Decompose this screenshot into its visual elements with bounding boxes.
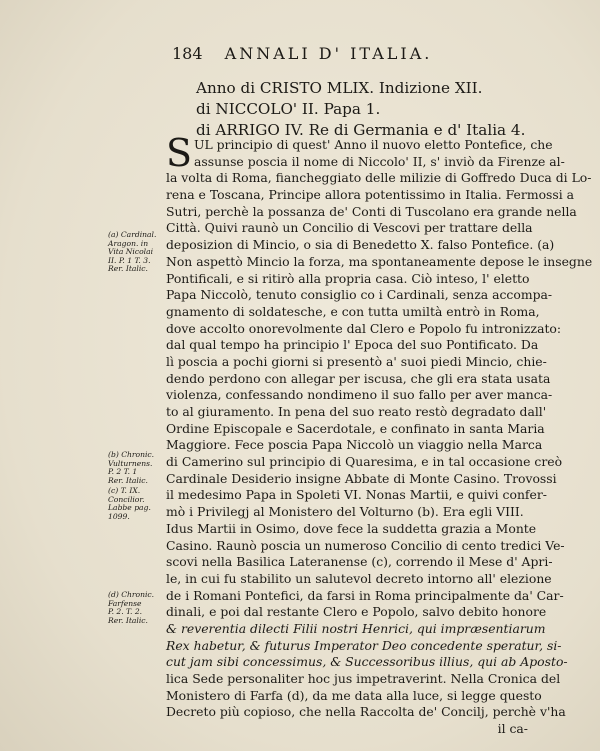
year-heading [196, 78, 526, 141]
note-line: Rer. Italic. [108, 475, 148, 485]
note-line: P. 2 T. 1 [108, 467, 138, 477]
text-line: UL principio di quest' Anno il nuovo eletto Pontefice, che [194, 137, 553, 152]
note-line: Vulturnens. [108, 458, 153, 468]
text-line: Sutri, perchè la possanza de' Conti di Tuscolano era grande nella [166, 203, 577, 219]
margin-note-c [108, 487, 168, 521]
note-line: Vita Nicolai [108, 247, 154, 257]
text-line: deposizion di Mincio, o sia di Benedetto X. falso Pontefice. (a) [166, 237, 555, 253]
running-title: ANNALI D' ITALIA. [224, 44, 433, 63]
note-line: (b) Chronic. [108, 450, 155, 459]
heading-line: di NICCOLO' II. Papa 1. [196, 100, 381, 118]
text-line: dal qual tempo ha principio l' Epoca del suo Pontificato. Da [166, 337, 539, 353]
text-line: dendo perdono con allegar per iscusa, che gli era stata usata [166, 370, 551, 386]
running-head [172, 44, 492, 63]
text-line: la volta di Roma, fiancheggiato delle milizie di Goffredo Duca di Lo- [166, 170, 592, 186]
text-line: Idus Martii in Osimo, dove fece la suddetta grazia a Monte [166, 520, 537, 536]
note-line: Concilior. [108, 494, 145, 504]
note-line: Farfense [108, 598, 142, 608]
text-line: Cardinale Desiderio insigne Abbate di Monte Casino. Trovossi [166, 470, 557, 486]
text-line: il medesimo Papa in Spoleti VI. Nonas Martii, e quivi confer- [166, 487, 547, 503]
text-line: & reverentia dilecti Filii nostri Henrici, qui impræsentiarum [166, 620, 546, 636]
text-line: Decreto più copioso, che nella Raccolta de' Concilj, perchè v'ha [166, 704, 566, 720]
note-line: (d) Chronic. [108, 590, 155, 599]
note-line: Rer. Italic. [108, 264, 148, 274]
text-line: Città. Quivi raunò un Concilio di Vescovi per trattare della [166, 220, 533, 236]
text-line: gnamento di soldatesche, e con tutta umiltà entrò in Roma, [166, 303, 540, 319]
heading-line: Anno di CRISTO MLIX. Indizione XII. [196, 79, 483, 97]
text-line: Pontificali, e si ritirò alla propria casa. Ciò inteso, l' eletto [166, 270, 530, 286]
text-line: dinali, e poi dal restante Clero e Popolo, salvo debito honore [166, 604, 547, 620]
drop-capital: S [166, 131, 193, 175]
text-line: lì poscia a pochi giorni si presentò a' suoi piedi Mincio, chie- [166, 353, 547, 369]
margin-note-b [108, 451, 168, 485]
note-line: Rer. Italic. [108, 615, 148, 625]
note-line: 1099. [108, 511, 130, 521]
note-line: P. 2. T. 2. [108, 607, 143, 617]
text-line: Monistero di Farfa (d), da me data alla luce, si legge questo [166, 687, 542, 703]
text-line: violenza, confessando nondimeno il suo fallo per aver manca- [166, 387, 553, 403]
note-line: (c) T. IX. [108, 486, 141, 495]
main-text [166, 131, 593, 738]
text-line: il ca- [497, 721, 528, 737]
text-line: Papa Niccolò, tenuto consiglio co i Cardinali, senza accompa- [166, 287, 553, 303]
page-number: 184 [172, 44, 203, 63]
note-line: Aragon. in [108, 238, 149, 248]
text-line: Ordine Episcopale e Sacerdotale, e confinato in santa Maria [166, 420, 545, 436]
margin-note-d [108, 591, 168, 625]
text-line: rena e Toscana, Principe allora potentissimo in Italia. Fermossi a [166, 187, 575, 203]
text-line: de i Romani Pontefici, da farsi in Roma principalmente da' Car- [166, 587, 564, 603]
text-line: scovi nella Basilica Lateranense (c), correndo il Mese d' Apri- [166, 554, 553, 570]
heading-line: di ARRIGO IV. Re di Germania e d' Italia 4. [196, 121, 526, 139]
text-line: Rex habetur, & futurus Imperator Deo concedente speratur, si- [166, 637, 562, 653]
margin-note-a [108, 231, 168, 274]
text-line: mò i Privilegj al Monistero del Volturno (b). Era egli VIII. [166, 504, 524, 520]
note-line: (a) Cardinal. [108, 230, 157, 239]
text-line: Casino. Raunò poscia un numeroso Concilio di cento tredici Ve- [166, 537, 565, 553]
text-line: assunse poscia il nome di Niccolo' II, s' inviò da Firenze al- [194, 153, 565, 169]
text-line: di Camerino sul principio di Quaresima, e in tal occasione creò [166, 454, 563, 470]
note-line: II. P. 1 T. 3. [108, 255, 151, 265]
text-line: le, in cui fu stabilito un salutevol decreto intorno all' elezione [166, 570, 552, 586]
note-line: Labbe pag. [108, 503, 151, 513]
text-line: Non aspettò Mincio la forza, ma spontaneamente depose le insegne [166, 253, 593, 269]
text-line: dove accolto onorevolmente dal Clero e Popolo fu intronizzato: [166, 320, 562, 336]
text-line: to al giuramento. In pena del suo reato restò degradato dall' [166, 404, 547, 419]
text-line: lica Sede personaliter hoc jus impetraverint. Nella Cronica del [166, 671, 561, 686]
text-line: Maggiore. Fece poscia Papa Niccolò un viaggio nella Marca [166, 437, 543, 453]
text-line: cut jam sibi concessimus, & Successoribus illius, qui ab Aposto- [166, 654, 568, 670]
